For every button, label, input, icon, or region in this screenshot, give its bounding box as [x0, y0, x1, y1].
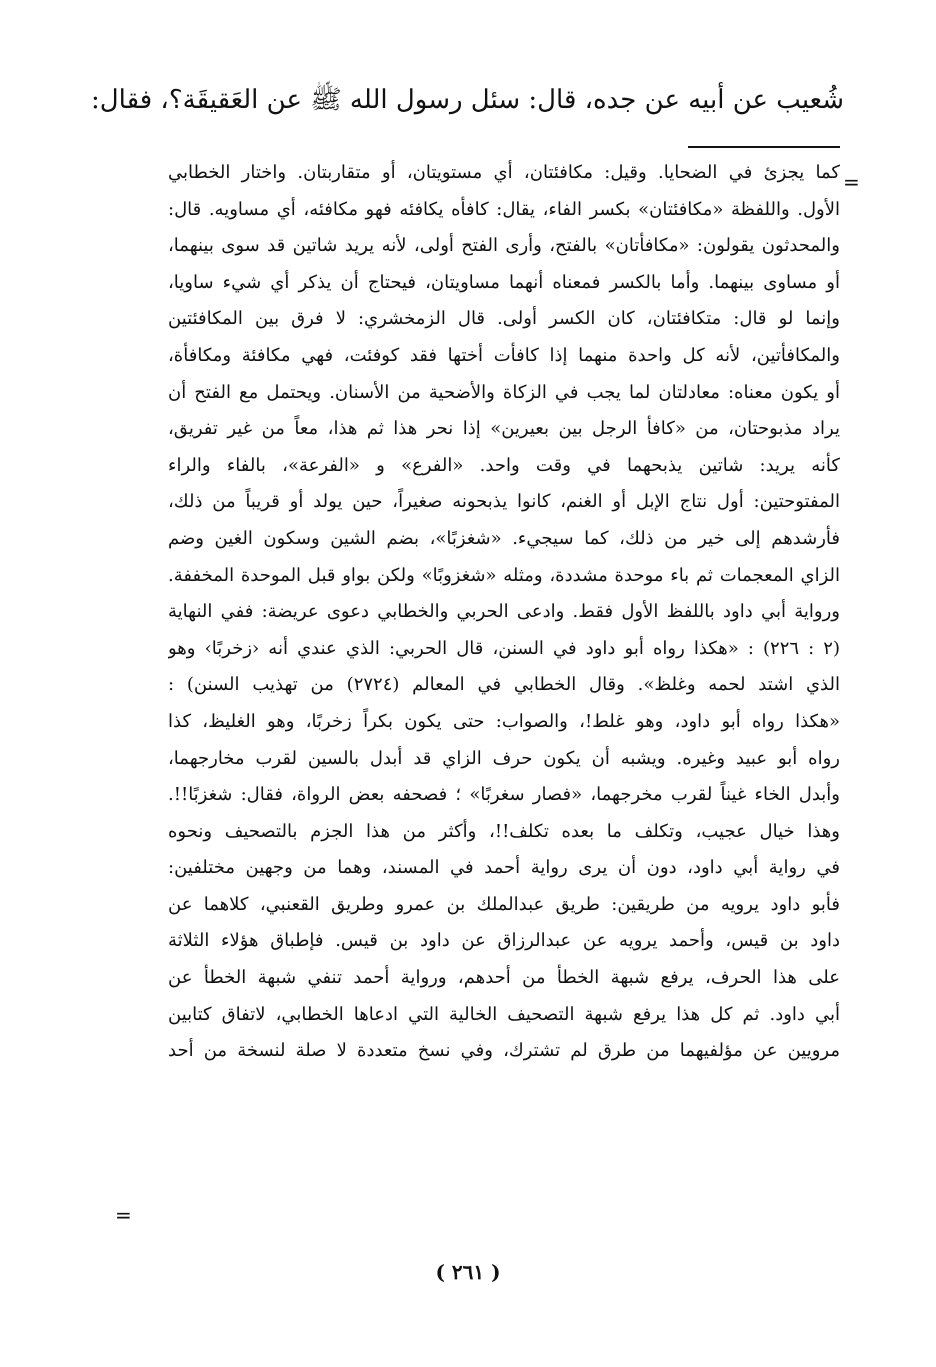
- footnote-line: فأرشدهم إلى خير من ذلك، كما سيجيء. «شغزبًا»، بضم الشين وسكون الغين وضم: [168, 527, 840, 549]
- footnote-continuation-mark-top: =: [843, 170, 860, 194]
- footnote-line: أو يكون معناه: معادلتان لما يجب في الزكاة والأضحية من الأسنان. ويحتمل مع الفتح أن: [168, 381, 840, 403]
- footnote-line: كما يجزئ في الضحايا. وقيل: مكافئتان، أي مستويتان، أو متقاربتان. واختار الخطابي: [168, 162, 840, 183]
- footnote-line: وإنما لو قال: متكافئتان، كان الكسر أولى. قال الزمخشري: لا فرق بين المكافئتين: [168, 308, 840, 330]
- footnote-line: فأبو داود يرويه من طريقين: طريق عبدالملك بن عمرو وطريق القعنبي، كلاهما عن: [168, 893, 840, 915]
- footnote-line: وأبدل الخاء غيناً لقرب مخرجهما، «فصار سغربًا» ؛ فصحفه بعض الرواة، فقال: شغزبًا!!.: [168, 784, 840, 806]
- footnote-line: يراد مذبوحتان، من «كافأ الرجل بين بعيرين» إذا نحر هذا ثم هذا، معاً من غير تفريق،: [168, 418, 840, 440]
- footnote-line: أبي داود. ثم كل هذا يرفع شبهة التصحيف الخالية التي ادعاها الخطابي، لاتفاق كتابين: [168, 1003, 840, 1025]
- footnote-line: والمحدثون يقولون: «مكافأتان» بالفتح، وأرى الفتح أولى، لأنه يريد شاتين قد سوى بينهما،: [168, 235, 840, 257]
- footnote-line: الزاي المعجمات ثم باء موحدة مشددة، ومثله «شغزوبًا» ولكن بواو قبل الموحدة المخففة.: [168, 564, 840, 586]
- footnote-line: داود بن قيس، وأحمد يرويه عن عبدالرزاق عن داود بن قيس. فإطباق هؤلاء الثلاثة: [168, 930, 840, 952]
- footnote-line: والمكافأتين، لأنه كل واحدة منهما إذا كافأت أختها فقد كوفئت، فهي مكافئة ومكافأة،: [168, 344, 840, 366]
- main-text-line: شُعيب عن أبيه عن جده، قال: سئل رسول الله ﷺ عن العَقيقَة؟، فقال:: [91, 85, 844, 115]
- footnote-continuation-mark-bottom: =: [115, 1203, 132, 1227]
- footnote-block: [168, 155, 840, 1070]
- footnote-line: ورواية أبي داود باللفظ الأول فقط. وادعى الحربي والخطابي دعوى عريضة: ففي النهاية: [168, 601, 840, 623]
- footnote-line: الذي اشتد لحمه وغلظ». وقال الخطابي في المعالم (٢٧٢٤) من تهذيب السنن) :: [168, 674, 840, 696]
- footnote-line: (٢ : ٢٢٦) : «هكذا رواه أبو داود في السنن، قال الحربي: الذي عندي أنه ‹زخربًا› وهو: [168, 637, 840, 659]
- footnote-line: المفتوحتين: أول نتاج الإبل أو الغنم، كانوا يذبحونه صغيراً، حين يولد أو قريباً من ذلك،: [168, 491, 840, 513]
- footnote-line: في رواية أبي داود، دون أن يرى رواية أحمد في المسند، وهما من وجهين مختلفين:: [168, 857, 840, 879]
- footnote-line: كأنه يريد: شاتين يذبحهما في وقت واحد. «الفرع» و «الفرعة»، بالفاء والراء: [168, 454, 840, 476]
- footnote-line: مرويين عن مؤلفيهما من طرق لم تشترك، وفي نسخ متعددة لا صلة لنسخة من أحد: [168, 1040, 840, 1062]
- footnote-line: وهذا خيال عجيب، وتكلف ما بعده تكلف!!، وأكثر من هذا الجزم بالتصحيف ونحوه: [168, 820, 840, 842]
- footnote-line: «هكذا رواه أبو داود، وهو غلط!، والصواب: حتى يكون بكراً زخربًا، وهو الغليظ، كذا: [168, 710, 840, 732]
- footnote-line: الأول. واللفظة «مكافئتان» بكسر الفاء، يقال: كافأه يكافئه فهو مكافئه، أي مساويه. قال:: [168, 198, 840, 220]
- footnote-line: أو مساوى بينهما. وأما بالكسر فمعناه أنهما مساويتان، فيحتاج أن يذكر أي شيء ساويا،: [168, 271, 840, 293]
- footnote-divider: [688, 146, 840, 148]
- footnote-line: رواه أبو عبيد وغيره. ويشبه أن يكون حرف الزاي قد أبدل بالسين لقرب مخارجهما،: [168, 747, 840, 769]
- footnote-line: على هذا الحرف، يرفع شبهة الخطأ من أحدهم، ورواية أحمد تنفي شبهة الخطأ عن: [168, 967, 840, 989]
- page-number: ( ٢٦١ ): [435, 1260, 501, 1284]
